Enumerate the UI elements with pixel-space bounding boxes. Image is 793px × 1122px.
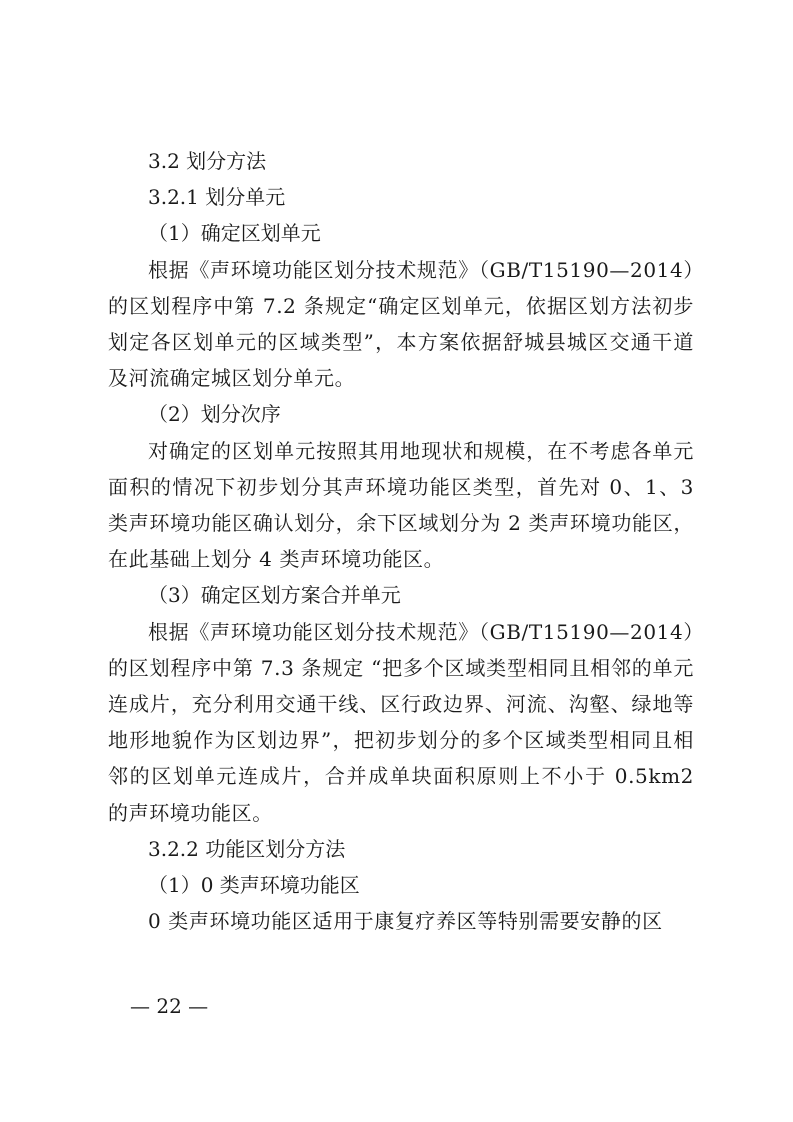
item-heading-1: （1）确定区划单元	[148, 221, 321, 246]
item-heading-4: （1）0 类声环境功能区	[148, 872, 360, 897]
paragraph-item-4: 0 类声环境功能区适用于康复疗养区等特别需要安静的区	[148, 909, 663, 934]
page-number: — 22 —	[130, 994, 209, 1018]
item-heading-3: （3）确定区划方案合并单元	[148, 583, 401, 608]
paragraph-item-3: 根据《声环境功能区划分技术规范》（GB/T15190—2014）的区划程序中第 7.3 条规定 “把多个区域类型相同且相邻的单元连成片，充分利用交通干线、区行政边界、河流、沟壑、绿地等地形地貌作为区划边界”，把初步划分的多个区域类型相同且相邻的区划单元连成片，合并成单块面积原则上不小于 0.5km2 的声环境功能区。	[108, 619, 694, 825]
paragraph-item-1: 根据《声环境功能区划分技术规范》（GB/T15190—2014）的区划程序中第 7.2 条规定“确定区划单元，依据区划方法初步划定各区划单元的区域类型”，本方案依据舒城县城区交通干道及河流确定城区划分单元。	[108, 257, 694, 391]
section-heading-3-2: 3.2 划分方法	[148, 149, 267, 173]
section-heading-3-2-1: 3.2.1 划分单元	[148, 185, 286, 210]
item-heading-2: （2）划分次序	[148, 402, 281, 427]
section-heading-3-2-2: 3.2.2 功能区划分方法	[148, 836, 346, 861]
document-body	[108, 143, 694, 939]
paragraph-item-2: 对确定的区划单元按照其用地现状和规模，在不考虑各单元面积的情况下初步划分其声环境功能区类型，首先对 0、1、3 类声环境功能区确认划分，余下区域划分为 2 类声环境功能区，在此基础上划分 4 类声环境功能区。	[108, 438, 694, 572]
